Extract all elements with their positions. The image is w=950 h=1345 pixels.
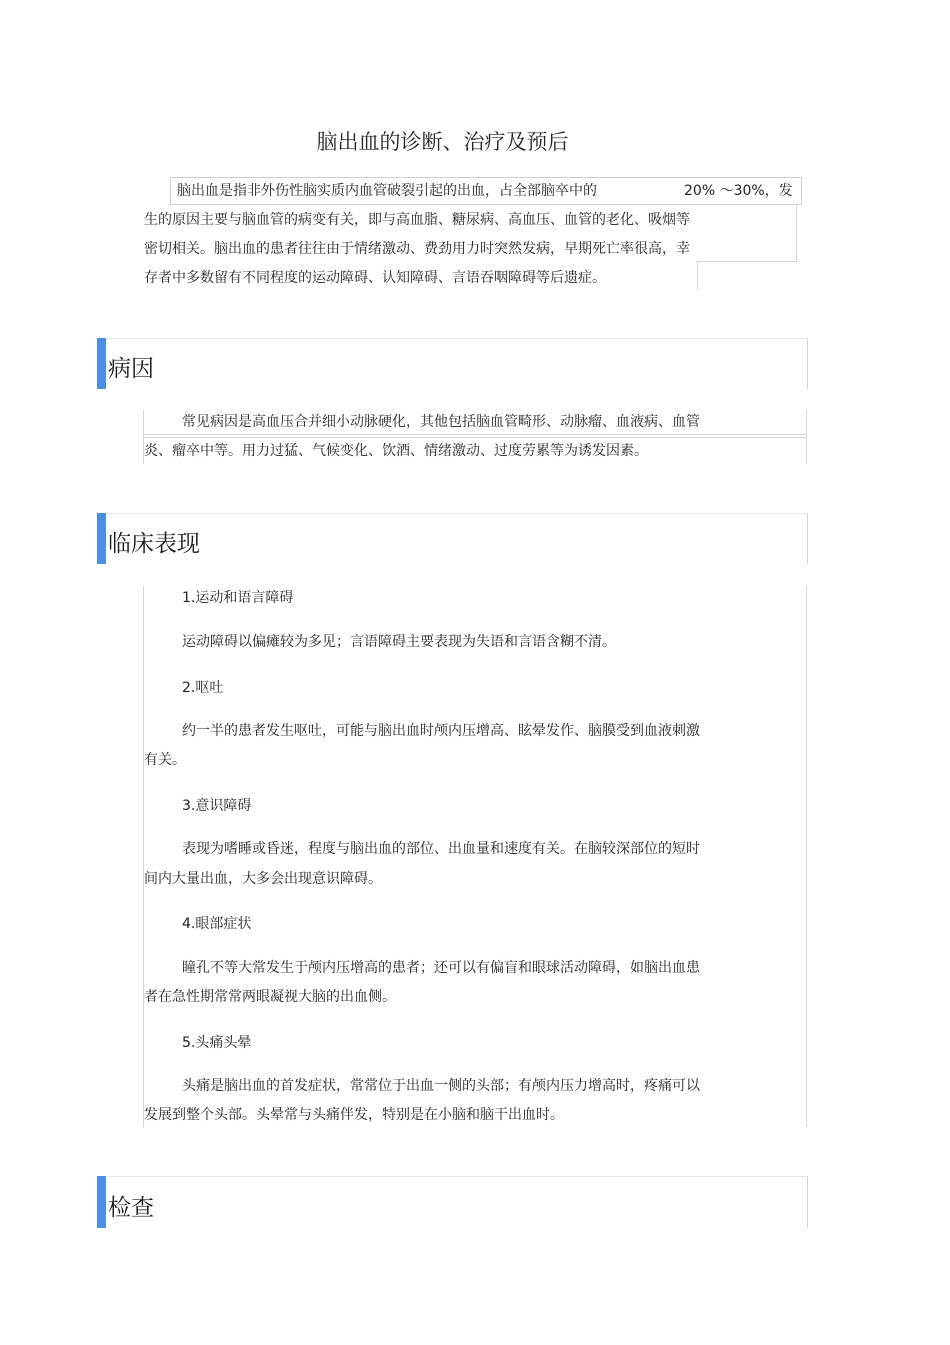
paragraph-line: 瞳孔不等大常发生于颅内压增高的患者；还可以有偏盲和眼球活动障碍，如脑出血患	[182, 960, 700, 976]
list-item-title: 3.意识障碍	[182, 798, 252, 814]
section-heading: 检查	[108, 1195, 154, 1221]
section-heading: 病因	[108, 356, 154, 382]
section-body-frame	[143, 437, 806, 438]
paragraph-line: 发展到整个头部。头晕常与头痛伴发，特别是在小脑和脑干出血时。	[144, 1107, 564, 1123]
paragraph-line: 常见病因是高血压合并细小动脉硬化，其他包括脑血管畸形、动脉瘤、血液病、血管	[182, 414, 700, 430]
section-body-frame	[806, 586, 807, 1127]
list-item-title: 5.头痛头晕	[182, 1035, 252, 1051]
paragraph-line: 者在急性期常常两眼凝视大脑的出血侧。	[144, 989, 396, 1005]
intro-line-4: 存者中多数留有不同程度的运动障碍、认知障碍、言语吞咽障碍等后遗症。	[144, 270, 606, 286]
section-heading-frame	[106, 1176, 808, 1228]
paragraph-line: 表现为嗜睡或昏迷，程度与脑出血的部位、出血量和速度有关。在脑较深部位的短时	[182, 841, 700, 857]
section-marker	[97, 1176, 106, 1228]
paragraph-line: 头痛是脑出血的首发症状，常常位于出血一侧的头部；有颅内压力增高时，疼痛可以	[182, 1078, 700, 1094]
intro-line-1b: 20% ～30%，发	[684, 183, 793, 199]
intro-line-1a: 脑出血是指非外伤性脑实质内血管破裂引起的出血，占全部脑卒中的	[177, 183, 597, 199]
paragraph-line: 炎、瘤卒中等。用力过猛、气候变化、饮酒、情绪激动、过度劳累等为诱发因素。	[144, 443, 648, 459]
list-item-title: 1.运动和语言障碍	[182, 590, 294, 606]
intro-frame-line	[697, 261, 797, 262]
section-body-frame	[143, 434, 806, 435]
section-marker	[97, 513, 106, 564]
list-item-title: 4.眼部症状	[182, 916, 252, 932]
section-heading-frame	[106, 338, 808, 389]
section-marker	[97, 338, 106, 389]
intro-frame-line	[796, 204, 797, 261]
intro-frame-line	[697, 262, 698, 290]
section-body-frame	[806, 410, 807, 464]
paragraph-line: 有关。	[144, 752, 186, 768]
section-body-frame	[143, 586, 144, 1127]
paragraph-line: 运动障碍以偏瘫较为多见；言语障碍主要表现为失语和言语含糊不清。	[182, 634, 616, 650]
intro-line-3: 密切相关。脑出血的患者往往由于情绪激动、费劲用力时突然发病，早期死亡率很高，幸	[144, 241, 690, 257]
section-heading-frame	[106, 513, 808, 564]
section-heading: 临床表现	[108, 531, 200, 557]
intro-line-2: 生的原因主要与脑血管的病变有关，即与高血脂、糖尿病、高血压、血管的老化、吸烟等	[144, 212, 690, 228]
page-title: 脑出血的诊断、治疗及预后	[316, 130, 569, 154]
paragraph-line: 间内大量出血，大多会出现意识障碍。	[144, 871, 382, 887]
list-item-title: 2.呕吐	[182, 680, 224, 696]
paragraph-line: 约一半的患者发生呕吐，可能与脑出血时颅内压增高、眩晕发作、脑膜受到血液刺激	[182, 723, 700, 739]
